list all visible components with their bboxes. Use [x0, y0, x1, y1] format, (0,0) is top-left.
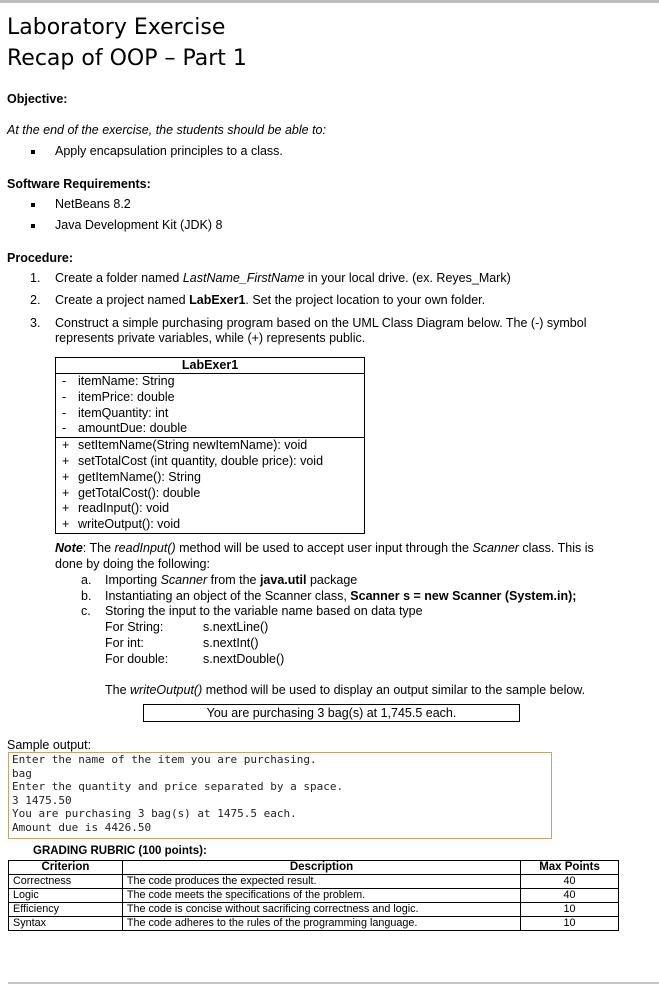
- criterion-cell: Logic: [9, 889, 123, 903]
- points-cell: 10: [521, 917, 619, 931]
- uml-class-diagram: [55, 357, 365, 534]
- uml-field: - amountDue: double: [62, 421, 188, 436]
- uml-method: + setTotalCost (int quantity, double price): void: [62, 453, 324, 468]
- uml-class-name: LabExer1: [56, 358, 364, 374]
- console-line: Amount due is 4426.50: [12, 820, 152, 834]
- description-cell: The code meets the specifications of the problem.: [122, 889, 520, 903]
- note-line1: Note: The readInput() method will be used to accept user input through the Scanner class. This is: [55, 541, 594, 555]
- description-cell: The code produces the expected result.: [122, 875, 520, 889]
- procedure-step-2: Create a project named LabExer1. Set the project location to your own folder.: [55, 293, 486, 307]
- procedure-step-3-line1: Construct a simple purchasing program based on the UML Class Diagram below. The (-) symbol: [55, 316, 587, 330]
- table-header-row: [9, 861, 619, 875]
- table-row: [9, 875, 619, 889]
- bullet-icon: [31, 203, 35, 207]
- column-header: Criterion: [9, 861, 123, 875]
- uml-method: + writeOutput(): void: [62, 517, 181, 532]
- points-cell: 40: [521, 889, 619, 903]
- type-label: For double:: [105, 652, 169, 666]
- sample-output-label: Sample output:: [7, 738, 92, 752]
- step-number: 1.: [30, 271, 41, 285]
- uml-method: + getItemName(): String: [62, 469, 201, 484]
- objective-heading: Objective:: [7, 92, 68, 106]
- software-heading: Software Requirements:: [7, 177, 151, 191]
- criterion-cell: Efficiency: [9, 903, 123, 917]
- console-line: Enter the quantity and price separated by a space.: [12, 780, 344, 794]
- uml-method: + getTotalCost(): double: [62, 485, 201, 500]
- note-letter: c.: [81, 604, 91, 618]
- uml-field: - itemQuantity: int: [62, 405, 169, 420]
- rubric-heading: GRADING RUBRIC (100 points):: [33, 845, 207, 857]
- top-rule: [0, 0, 659, 3]
- procedure-step-3-line2: represents private variables, while (+) represents public.: [55, 331, 366, 345]
- console-line: Enter the name of the item you are purchasing.: [12, 753, 317, 766]
- objective-item: Apply encapsulation principles to a class.: [55, 144, 283, 158]
- uml-field: - itemPrice: double: [62, 389, 175, 404]
- type-method: s.nextLine(): [203, 620, 269, 634]
- procedure-step-1: Create a folder named LastName_FirstName in your local drive. (ex. Reyes_Mark): [55, 271, 511, 285]
- uml-field: - itemName: String: [62, 374, 175, 388]
- uml-methods: [56, 438, 364, 533]
- column-header: Description: [122, 861, 520, 875]
- description-cell: The code is concise without sacrificing correctness and logic.: [122, 903, 520, 917]
- bottom-rule: [8, 982, 659, 984]
- note-item-c: Storing the input to the variable name based on data type: [105, 604, 423, 618]
- table-row: [9, 917, 619, 931]
- objective-intro: At the end of the exercise, the students should be able to:: [7, 123, 326, 137]
- software-item: NetBeans 8.2: [55, 197, 131, 211]
- step-number: 2.: [30, 293, 41, 307]
- sample-output-box: You are purchasing 3 bag(s) at 1,745.5 each.: [143, 704, 520, 722]
- type-method: s.nextInt(): [203, 636, 259, 650]
- note-letter: b.: [81, 589, 92, 603]
- uml-method: + setItemName(String newItemName): void: [62, 438, 308, 453]
- column-header: Max Points: [521, 861, 619, 875]
- bullet-icon: [31, 224, 35, 228]
- note-item-b: Instantiating an object of the Scanner class, Scanner s = new Scanner (System.in);: [105, 589, 577, 603]
- points-cell: 10: [521, 903, 619, 917]
- criterion-cell: Syntax: [9, 917, 123, 931]
- description-cell: The code adheres to the rules of the programming language.: [122, 917, 520, 931]
- uml-method: + readInput(): void: [62, 501, 170, 516]
- document-subtitle: Recap of OOP – Part 1: [7, 46, 247, 71]
- console-line: bag: [12, 766, 32, 780]
- software-item: Java Development Kit (JDK) 8: [55, 218, 223, 232]
- uml-fields: [56, 374, 364, 438]
- console-line: You are purchasing 3 bag(s) at 1475.5 each.: [12, 807, 297, 821]
- procedure-heading: Procedure:: [7, 251, 73, 265]
- bullet-icon: [31, 150, 35, 154]
- table-row: [9, 889, 619, 903]
- criterion-cell: Correctness: [9, 875, 123, 889]
- type-method: s.nextDouble(): [203, 652, 285, 666]
- rubric-table: [8, 860, 619, 931]
- note-line2: done by doing the following:: [55, 557, 210, 571]
- type-label: For String:: [105, 620, 164, 634]
- step-number: 3.: [30, 316, 41, 330]
- points-cell: 40: [521, 875, 619, 889]
- type-label: For int:: [105, 636, 144, 650]
- table-row: [9, 903, 619, 917]
- console-output: [8, 752, 552, 839]
- console-line: 3 1475.50: [12, 793, 72, 807]
- note-item-a: Importing Scanner from the java.util package: [105, 573, 358, 587]
- document-title: Laboratory Exercise: [7, 15, 226, 40]
- write-output-note: The writeOutput() method will be used to display an output similar to the sample below.: [105, 683, 586, 697]
- note-letter: a.: [81, 573, 92, 587]
